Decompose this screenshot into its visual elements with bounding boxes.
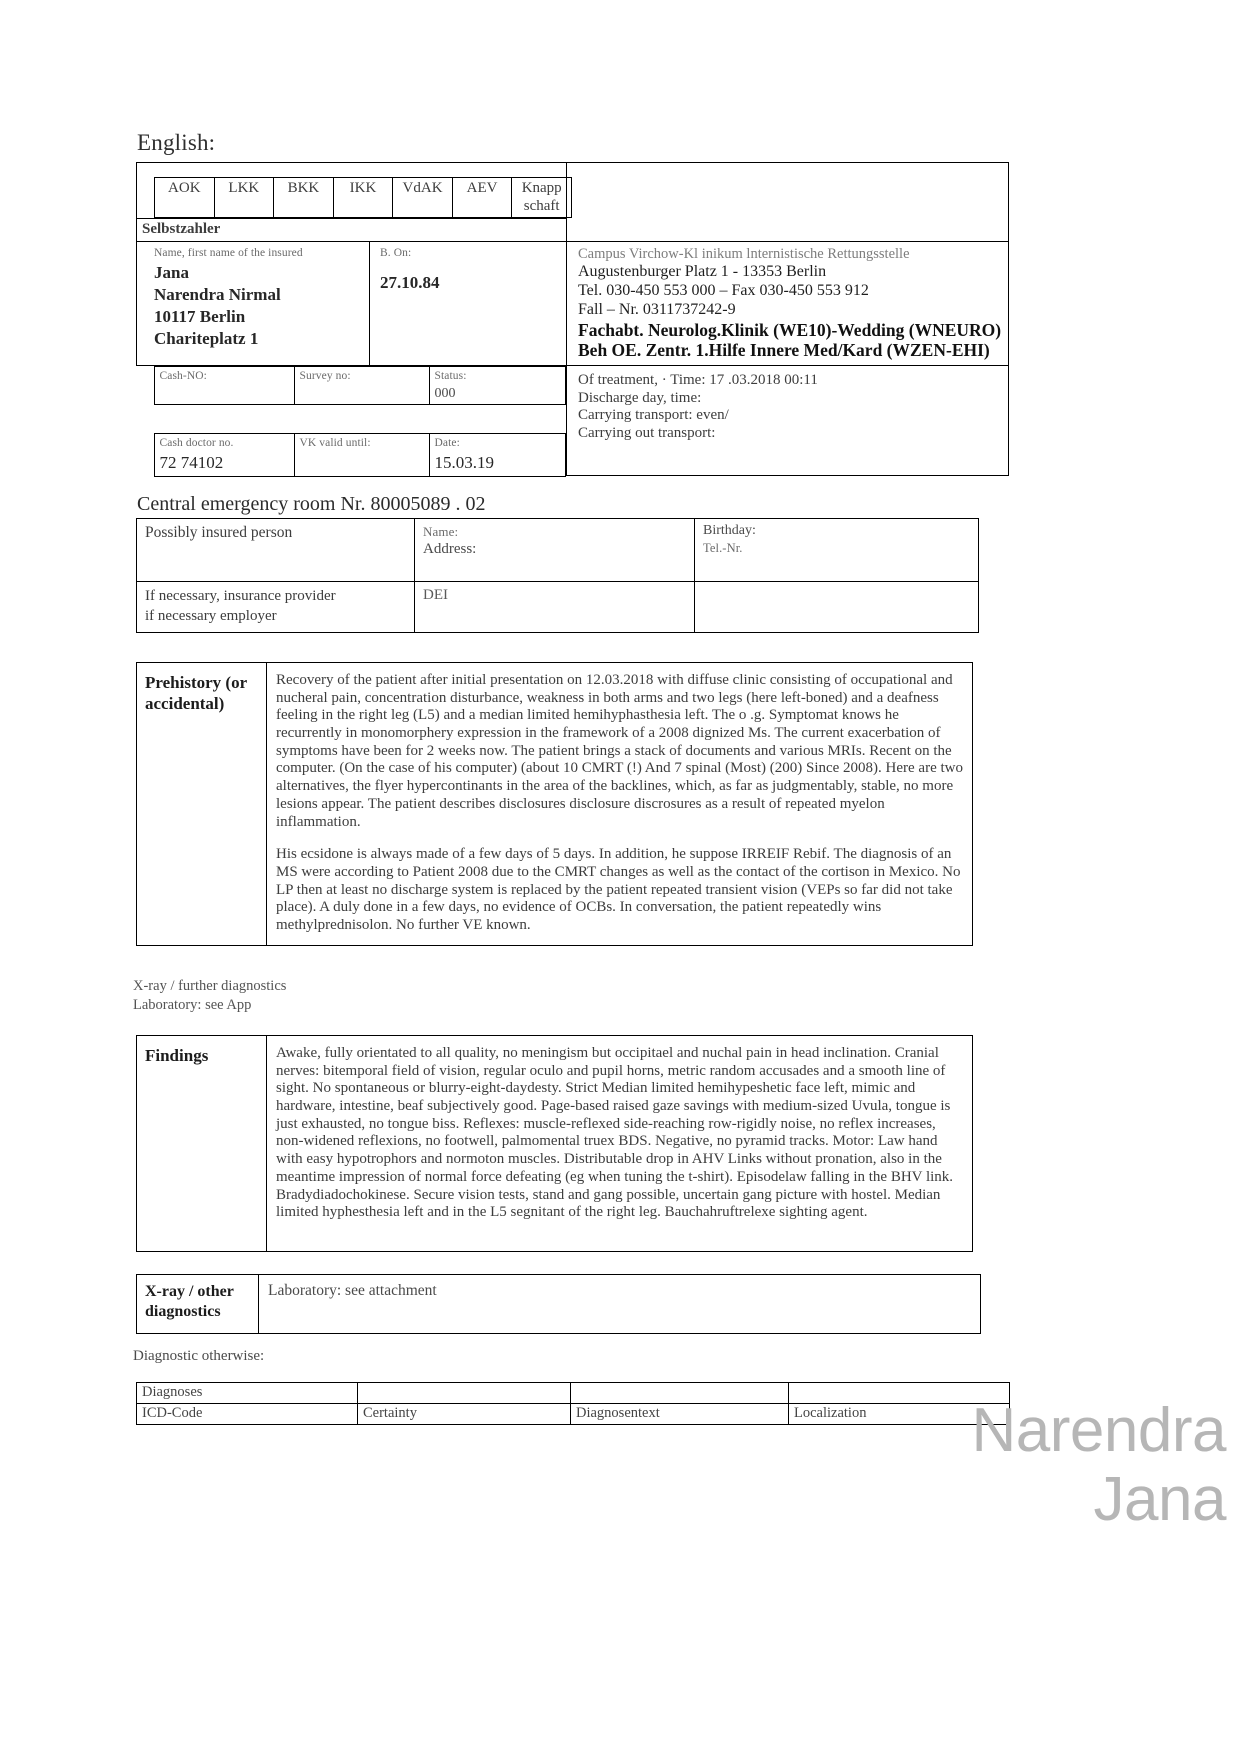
- date-cell[interactable]: [429, 434, 565, 477]
- cash-no-cell[interactable]: [154, 367, 294, 405]
- diagnoses-header-empty-3[interactable]: [789, 1383, 1010, 1404]
- central-name-label: Name:: [423, 524, 459, 539]
- central-emergency-table: [136, 518, 979, 633]
- clinic-line-1: Campus Virchow-Kl inikum lnternistische Rettungsstelle: [578, 246, 910, 263]
- treatment-times-cell: [567, 366, 1009, 476]
- prehistory-table: [136, 662, 973, 946]
- status-cell[interactable]: [429, 367, 565, 405]
- column-certainty: Certainty: [358, 1404, 571, 1425]
- watermark-line-1: Narendra: [971, 1396, 1226, 1465]
- xray-other-value-cell[interactable]: [259, 1275, 981, 1334]
- diagnoses-header-label: Diagnoses: [137, 1383, 358, 1404]
- prehistory-label-line2: accidental): [145, 694, 225, 714]
- date-label: Date:: [434, 437, 460, 450]
- clinic-line-2: Augustenburger Platz 1 - 13353 Berlin: [578, 263, 827, 281]
- birthday-tel-cell[interactable]: [695, 519, 979, 582]
- xray-further-diagnostics-note: [133, 977, 286, 1015]
- funds-row: [137, 163, 1009, 219]
- survey-no-label: Survey no:: [299, 370, 351, 383]
- diagnoses-section: [136, 1382, 1010, 1425]
- findings-section: [136, 1035, 973, 1252]
- clinic-address-cell: [567, 242, 1009, 366]
- cash-doctor-value: 72 74102: [159, 452, 224, 472]
- findings-text-cell: [267, 1036, 973, 1252]
- clinic-treatment-unit-line: Beh OE. Zentr. 1.Hilfe Innere Med/Kard (WZEN-EHI): [578, 340, 990, 361]
- column-localization: Localization: [789, 1404, 1010, 1425]
- clinic-department-line: Fachabt. Neurolog.Klinik (WE10)-Wedding (WNEURO): [578, 319, 1002, 340]
- column-diagnosentext: Diagnosentext: [571, 1404, 789, 1425]
- xray-other-diagnostics-section: [136, 1274, 981, 1334]
- central-tel-label: Tel.-Nr.: [703, 540, 743, 555]
- prehistory-section: [136, 662, 973, 946]
- fund-knappschaft-line2: schaft: [523, 197, 560, 214]
- cash-inner-table: [154, 366, 566, 405]
- cash-treatment-row: [137, 366, 1009, 476]
- diagnostic-otherwise-label: Diagnostic otherwise:: [133, 1348, 265, 1364]
- central-emergency-table-wrap: [136, 518, 979, 633]
- clinic-line-3: Tel. 030-450 553 000 – Fax 030-450 553 912: [578, 282, 869, 300]
- patient-name-label: Name, first name of the insured: [154, 247, 303, 260]
- fund-cell-lkk[interactable]: LKK: [214, 178, 274, 218]
- vk-valid-label: VK valid until:: [299, 437, 371, 450]
- fund-cell-aok[interactable]: AOK: [155, 178, 215, 218]
- date-value: 15.03.19: [434, 452, 494, 472]
- possibly-insured-row: [137, 519, 979, 582]
- self-payer-label: Selbstzahler: [137, 219, 567, 242]
- clinic-line-4: Fall – Nr. 0311737242-9: [578, 300, 736, 318]
- insurance-table: [136, 162, 1009, 476]
- findings-table: [136, 1035, 973, 1252]
- diagnoses-column-row: [137, 1404, 1010, 1425]
- birth-label: B. On:: [380, 247, 412, 260]
- treatment-time-line: Of treatment, · Time: 17 .03.2018 00:11: [578, 372, 818, 389]
- cash-wrapper-cell: [137, 366, 567, 476]
- employer-row: [137, 582, 979, 633]
- xray-other-row: [137, 1275, 981, 1334]
- xray-other-value: Laboratory: see attachment: [268, 1282, 437, 1299]
- fund-cell-vdak[interactable]: VdAK: [393, 178, 453, 218]
- possibly-insured-label: Possibly insured person: [145, 524, 293, 541]
- fund-knappschaft-line1: Knapp: [521, 180, 562, 196]
- prehistory-paragraph-2: His ecsidone is always made of a few days of 5 days. In addition, he suppose IRREIF Rebif. The diagnosis of an MS were according to Patient 2008 due to the CMRT changes as well as the contact of the cortison in Mexico. No LP then at least no discharge system is replaced by the patient repeated transient vision (VEPs so far did not take place). A duly done in a few days, no evidence of OCBs. In conversation, the patient repeatedly wins methylprednisolon. No further VE known.: [276, 846, 961, 933]
- cash-doctor-cell[interactable]: [154, 434, 294, 477]
- cash-doctor-inner-table: [154, 433, 566, 477]
- diagnoses-header-empty-1[interactable]: [358, 1383, 571, 1404]
- central-address-label: Address:: [423, 540, 477, 557]
- fund-cell-aev[interactable]: AEV: [452, 178, 512, 218]
- prehistory-text-cell: [267, 663, 973, 946]
- patient-birth-cell: [370, 242, 567, 366]
- discharge-time-line: Discharge day, time:: [578, 389, 702, 406]
- insurance-header-block: [136, 162, 1008, 476]
- diagnoses-header-row: [137, 1383, 1010, 1404]
- clinic-top-spacer-cell: [567, 163, 1009, 242]
- patient-name-cell: [137, 242, 370, 366]
- dei-value: DEI: [423, 587, 448, 603]
- employer-label-cell: [137, 582, 415, 633]
- carrying-transport-line: Carrying transport: even/: [578, 407, 729, 424]
- diagnoses-header-empty-2[interactable]: [571, 1383, 789, 1404]
- prehistory-label-cell: [137, 663, 267, 946]
- column-icd-code: ICD-Code: [137, 1404, 358, 1425]
- fund-cell-bkk[interactable]: BKK: [274, 178, 334, 218]
- prehistory-paragraph-1: Recovery of the patient after initial presentation on 12.03.2018 with diffuse clinic consisting of occupational and nucheral pain, concentration disturbance, weakness in both arms and two legs (here left-boned) and a deafness feeling in the right leg (L5) and a median limited hemihyphasthesia left. The o .g. Symptomat knows he recurrently in monomorphery expression in the framework of a 2008 dignized Ms. The current exacerbation of symptoms have been for 2 weeks now. The patient brings a stack of documents and various MRIs. Recent on the computer. (On the case of his computer) (about 10 CMRT (!) And 7 spinal (Most) (200) Since 2008). Here are two alternatives, the flyer hypercontinants in the area of the backlines, which, as far as judgmentably, stable, no more lesions appear. The patient describes disclosures disclosure discrosures as a result of repeated myelon inflammation.: [276, 672, 963, 830]
- cash-no-label: Cash-NO:: [159, 370, 207, 383]
- employer-empty-cell[interactable]: [695, 582, 979, 633]
- carrying-out-transport-line: Carrying out transport:: [578, 425, 716, 442]
- birth-value: 27.10.84: [380, 272, 440, 292]
- patient-city-line: 10117 Berlin: [154, 306, 246, 326]
- fund-cell-ikk[interactable]: IKK: [333, 178, 393, 218]
- findings-label-cell: [137, 1036, 267, 1252]
- status-value: 000: [434, 385, 456, 401]
- dei-cell[interactable]: [415, 582, 695, 633]
- xray-other-label-line2: diagnostics: [145, 1303, 221, 1320]
- patient-name-line1: Jana: [154, 262, 189, 282]
- name-address-cell[interactable]: [415, 519, 695, 582]
- fund-cell-knappschaft[interactable]: [512, 178, 572, 218]
- possibly-insured-cell: [137, 519, 415, 582]
- cash-doctor-label: Cash doctor no.: [159, 437, 234, 450]
- language-label: English:: [137, 130, 216, 155]
- xray-other-table: [136, 1274, 981, 1334]
- status-label: Status:: [434, 370, 467, 383]
- diagnoses-table: [136, 1382, 1010, 1425]
- xray-note-line1: X-ray / further diagnostics: [133, 978, 287, 994]
- survey-no-cell[interactable]: [294, 367, 429, 405]
- watermark-line-2: Jana: [1093, 1465, 1226, 1535]
- findings-paragraph: Awake, fully orientated to all quality, no meningism but occipitael and nuchal pain in head inclination. Cranial nerves: bitemporal field of vision, regular oculo and pupil horns, metric random accusades and a smooth line of sight. No spontaneous or blurry-eight-daydesty. Strict Median limited hemihypeshetic face left, mimic and hardware, intestine, beaf subjectively good. Page-based raised gaze savings with medium-sized Uvula, tongue is just exhausted, no tongue biss. Reflexes: muscle-reflexed side-reaching row-rigidly noise, no reflex increases, non-widened reflexions, no footwell, palmomental truex BDS. Negative, no pyramid tracks. Motor: Law hand with easy hypotrophors and normoton muscles. Distributable drop in AHV Links without pronation, also in the meantime impression of normal force defeating (eg when tuning the t-shirt). Episodelaw falling in the BHV link. Bradydiadochokinese. Secure vision tests, stand and gang possible, uncertain gang picture with hostel. Median limited hyphesthesia left and in the L5 segnitant of the right leg. Bauchahruftrelexe sighting agent.: [276, 1045, 954, 1221]
- findings-label: Findings: [145, 1046, 209, 1065]
- prehistory-label-line1: Prehistory (or: [145, 673, 248, 692]
- central-emergency-title: Central emergency room Nr. 80005089 . 02: [137, 493, 486, 515]
- central-birthday-label: Birthday:: [703, 523, 756, 538]
- findings-row: [137, 1036, 973, 1252]
- employer-line-1: If necessary, insurance provider: [145, 588, 336, 604]
- xray-other-label-line1: X-ray / other: [145, 1283, 234, 1300]
- vk-valid-cell[interactable]: [294, 434, 429, 477]
- patient-clinic-row: [137, 242, 1009, 366]
- xray-note-line2: Laboratory: see App: [133, 996, 252, 1013]
- prehistory-row: [137, 663, 973, 946]
- employer-line-2: if necessary employer: [145, 607, 277, 624]
- funds-inner-table: [154, 177, 572, 218]
- patient-name-line2: Narendra Nirmal: [154, 284, 281, 304]
- patient-street-line: Chariteplatz 1: [154, 328, 259, 348]
- xray-other-label-cell: [137, 1275, 259, 1334]
